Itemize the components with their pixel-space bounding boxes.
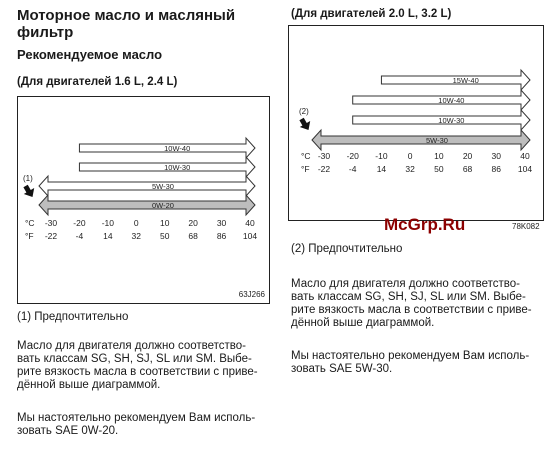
celsius-tick: 0 [133,218,139,228]
right-paragraph-1: Масло для двигателя должно соответство- вать классам SG, SH, SJ, SL или SM. Выбе- рите вязкость масла в соответствии с приве- дённой выше диаграммой. [291,278,532,329]
fahrenheit-tick: 14 [376,164,387,174]
right-oil-chart [289,26,543,220]
right-engines-heading: (Для двигателей 2.0 L, 3.2 L) [291,8,452,20]
viscosity-label-5w-30: 5W-30 [152,182,174,191]
celsius-tick: -10 [375,151,388,161]
celsius-tick: -30 [317,151,331,161]
celsius-tick: 10 [434,151,444,161]
viscosity-label-10w-40: 10W-40 [164,144,191,153]
left-figure-code: 63J266 [238,290,265,299]
celsius-tick: -20 [73,218,86,228]
right-paragraph-2: Мы настоятельно рекомендуем Вам исполь- зовать SAE 5W-30. [291,350,530,375]
viscosity-label-5w-30: 5W-30 [426,136,448,145]
fahrenheit-tick: 68 [462,164,473,174]
fahrenheit-tick: 86 [216,231,227,241]
viscosity-bar-0w-20 [39,195,255,215]
preferred-arrow-icon [21,183,38,200]
right-figure-code: 78K082 [512,222,540,231]
preferred-arrow-icon [297,116,314,133]
watermark: McGrp.Ru [384,215,466,234]
fahrenheit-tick: -4 [75,231,84,241]
celsius-tick: 40 [520,151,530,161]
celsius-tick: 20 [462,151,473,161]
viscosity-label-15w-40: 15W-40 [452,76,479,85]
fahrenheit-tick: -22 [317,164,331,174]
celsius-tick: -20 [346,151,359,161]
fahrenheit-unit-label: °F [301,164,310,174]
left-oil-chart [18,97,269,303]
celsius-tick: -10 [101,218,115,228]
celsius-unit-label: °C [301,151,311,161]
celsius-tick: 0 [407,151,413,161]
left-diagram [17,96,270,304]
right-diagram [288,25,544,221]
celsius-tick: 30 [491,151,502,161]
celsius-tick: 30 [216,218,227,228]
fahrenheit-tick: 50 [434,164,444,174]
fahrenheit-tick: -4 [348,164,357,174]
viscosity-bar-5w-30 [39,176,255,196]
right-preferred-label: (2) Предпочтительно [291,243,403,255]
preferred-marker: (1) [23,174,33,183]
viscosity-label-10w-30: 10W-30 [164,163,191,172]
celsius-tick: 20 [188,218,198,228]
page-subtitle: Рекомендуемое масло [17,47,163,62]
viscosity-label-10w-40: 10W-40 [438,96,465,105]
fahrenheit-tick: 32 [131,231,142,241]
celsius-unit-label: °C [25,218,35,228]
viscosity-bar-5w-30 [312,130,530,150]
celsius-tick: 10 [159,218,170,228]
fahrenheit-tick: 14 [103,231,113,241]
fahrenheit-tick: 104 [517,164,533,174]
fahrenheit-tick: 32 [405,164,415,174]
left-preferred-label: (1) Предпочтительно [17,311,129,323]
fahrenheit-tick: 104 [242,231,258,241]
fahrenheit-tick: 86 [491,164,502,174]
page-title: Моторное масло и масляный фильтр [17,7,236,41]
left-paragraph-1: Масло для двигателя должно соответство- вать классам SG, SH, SJ, SL или SM. Выбе- рите вязкость масла в соответствии с приве- дённой выше диаграммой. [17,340,258,391]
viscosity-label-0w-20: 0W-20 [152,201,174,210]
fahrenheit-tick: 50 [159,231,170,241]
celsius-tick: 40 [245,218,255,228]
left-engines-heading: (Для двигателей 1.6 L, 2.4 L) [17,76,178,88]
fahrenheit-unit-label: °F [25,231,34,241]
fahrenheit-tick: -22 [44,231,58,241]
celsius-tick: -30 [44,218,58,228]
viscosity-label-10w-30: 10W-30 [438,116,465,125]
fahrenheit-tick: 68 [188,231,198,241]
left-paragraph-2: Мы настоятельно рекомендуем Вам исполь- зовать SAE 0W-20. [17,412,256,437]
preferred-marker: (2) [299,107,309,116]
